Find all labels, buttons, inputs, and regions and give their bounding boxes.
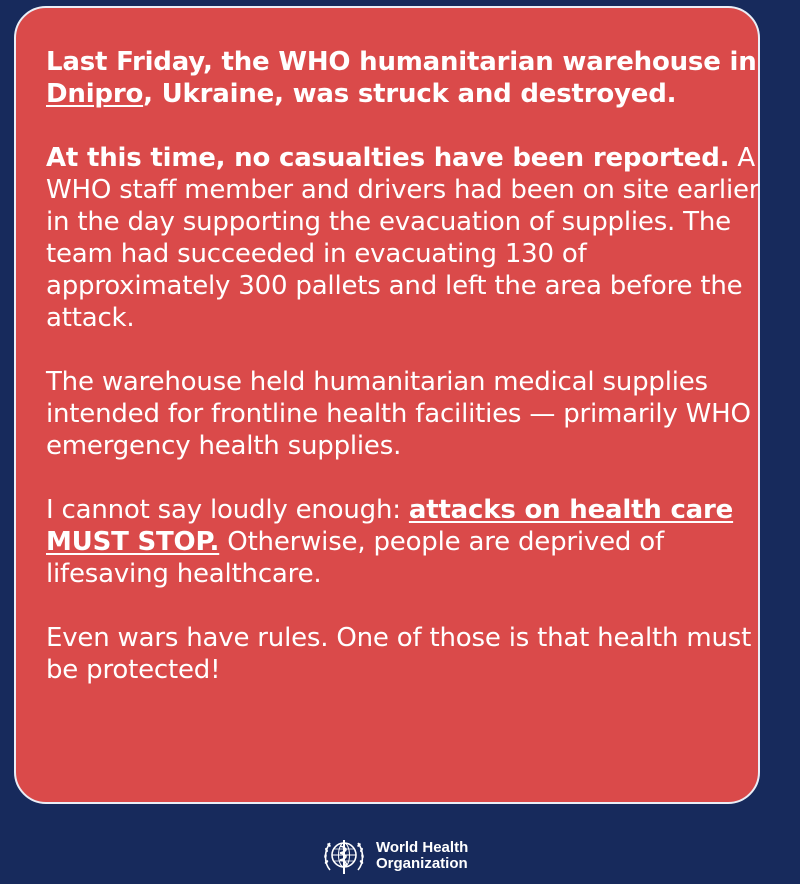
organization-name: [376, 840, 468, 872]
paragraph-rules-of-war: Even wars have rules. One of those is that health must be protected!: [46, 623, 752, 685]
paragraph-warehouse-struck: [46, 46, 766, 110]
no-casualties-statement: At this time, no casualties have been reported.: [46, 143, 730, 173]
who-logo: [320, 832, 468, 880]
p4-tail: Otherwise, people are deprived of lifesaving healthcare.: [46, 527, 664, 589]
evacuation-details: A WHO staff member and drivers had been on site earlier in the day supporting the evacuation of supplies. The team had succeeded in evacuating 130 of approximately 300 pallets and left the area before the attack.: [46, 143, 760, 333]
org-name-line2: Organization: [376, 855, 468, 872]
paragraph-warehouse-contents: The warehouse held humanitarian medical supplies intended for frontline health facilities — primarily WHO emergency health supplies.: [46, 367, 751, 461]
p4-lead: I cannot say loudly enough:: [46, 495, 409, 525]
paragraph-attacks-must-stop: [46, 494, 766, 590]
message-card: [14, 6, 760, 804]
paragraph-casualties: [46, 142, 766, 334]
city-link: Dnipro: [46, 79, 144, 109]
org-name-line1: World Health: [376, 839, 469, 856]
p1-tail: , Ukraine, was struck and destroyed.: [143, 79, 677, 109]
message-text: [46, 46, 766, 718]
attacks-must-stop-emphasis: attacks on health care MUST STOP.: [46, 495, 734, 557]
p1-lead: Last Friday, the WHO humanitarian warehouse in: [46, 47, 757, 77]
who-emblem-icon: [320, 832, 368, 880]
